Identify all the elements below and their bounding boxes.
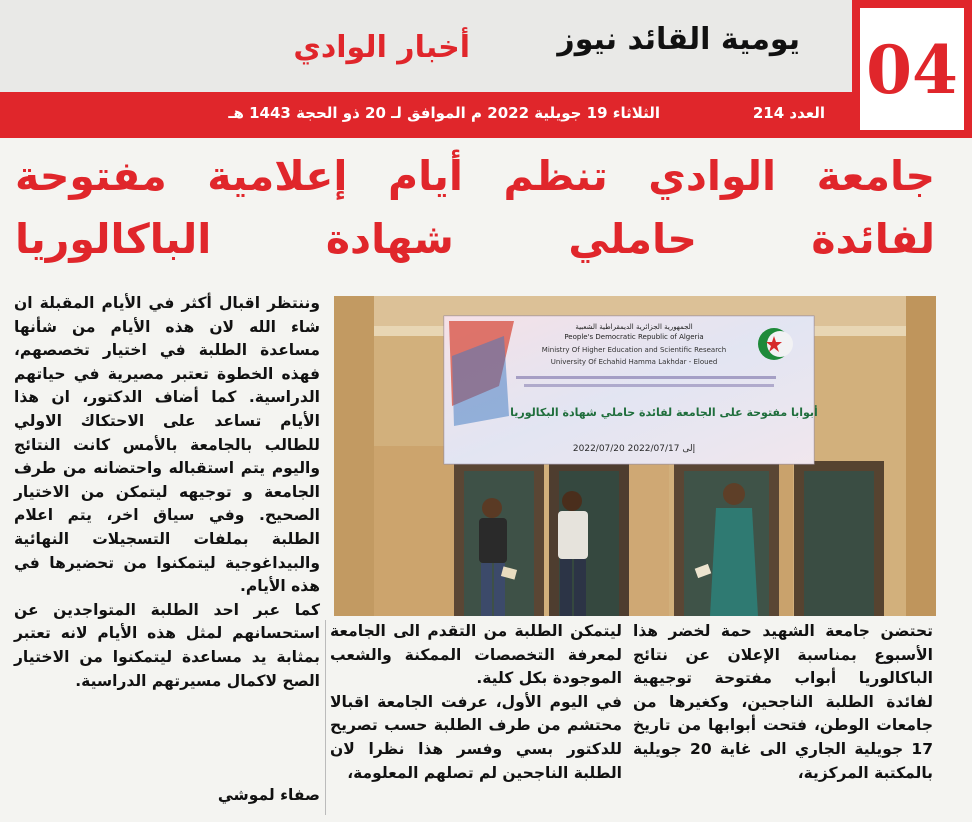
banner-line-1: الجمهورية الجزائرية الديمقراطية الشعبية <box>575 323 693 331</box>
banner-line-2: People's Democratic Republic of Algeria <box>564 333 704 341</box>
issue-number: العدد 214 <box>752 104 825 122</box>
article-paragraph: ليتمكن الطلبة من التقدم الى الجامعة لمعرفة التخصصات الممكنة والشعب الموجودة بكل كلية. <box>330 622 622 688</box>
article-paragraph: كما عبر احد الطلبة المتواجدين عن استحسانهم لمثل هذه الأيام لانه تعتبر بمثابة يد مساعدة ليتمكنوا من الاختيار الصح لاكمال مسيرتهم الدراسية. <box>14 600 320 690</box>
article-column-left <box>14 292 320 693</box>
banner-line-3: Ministry Of Higher Education and Scientific Research <box>541 346 727 354</box>
banner-title: أبوابا مفتوحة على الجامعة لفائدة حاملي شهادة البكالوريا <box>510 406 818 419</box>
page-number: 04 <box>866 31 958 109</box>
newspaper-name: يومية القائد نيوز <box>557 22 800 57</box>
article-paragraph: في اليوم الأول، عرفت الجامعة اقبالا محتشم من طرف الطلبة حسب تصريح للدكتور بسي وفسر هذا نظرا لان الطلبة الناجحين لم تصلهم المعلومة، <box>330 692 622 782</box>
article-column-right <box>633 620 933 785</box>
headline-line-2: لفائدة حاملي شهادة الباكالوريا <box>15 215 935 263</box>
author-byline: صفاء لموشي <box>217 786 320 804</box>
article-paragraph: تحتضن جامعة الشهيد حمة لخضر هذا الأسبوع بمناسبة الإعلان عن نتائج الباكالوريا أبواب مفتوحة توجيهية لفائدة الطلبة الناجحين، وكغيرها من جامعات الوطن، فتحت أبوابها من تاريخ 17 جويلية الجاري الى غاية 20 جويلية بالمكتبة المركزية، <box>633 622 933 782</box>
dateline: الثلاثاء 19 جويلية 2022 م الموافق لـ 20 ذو الحجة 1443 هـ <box>228 104 660 122</box>
headline-line-1: جامعة الوادي تنظم أيام إعلامية مفتوحة <box>15 152 935 200</box>
article-paragraph: وننتظر اقبال أكثر في الأيام المقبلة ان شاء الله لان هذه الأيام من شأنها مساعدة الطلبة في اختيار تخصصهم، فهذه الخطوة تعتبر مصيرية في حياتهم الدراسية. كما أضاف الدكتور، ان هذا الأيام تساعد على الاحتكاك الاولي للطالب بالجامعة بالأمس كانت النتائج واليوم يتم استقباله واحتضانه من طرف الجامعة و توجيهه ليتمكن من الاختيار الصحيح. وفي سياق اخر، يتم اعلام الطلبة بملفات التسجيلات النهائية والبيداغوجية ليتمكنوا من تحضيرها في هذه الأيام. <box>14 294 320 596</box>
article-column-middle <box>330 620 622 785</box>
article-photo <box>334 296 936 616</box>
photo-illustration <box>334 296 936 616</box>
section-name: أخبار الوادي <box>293 30 470 65</box>
banner-dates: 2022/07/20 إلى 2022/07/17 <box>572 444 696 454</box>
column-divider <box>325 620 326 815</box>
banner-line-4: University Of Echahid Hamma Lakhdar - Eloued <box>550 358 718 366</box>
